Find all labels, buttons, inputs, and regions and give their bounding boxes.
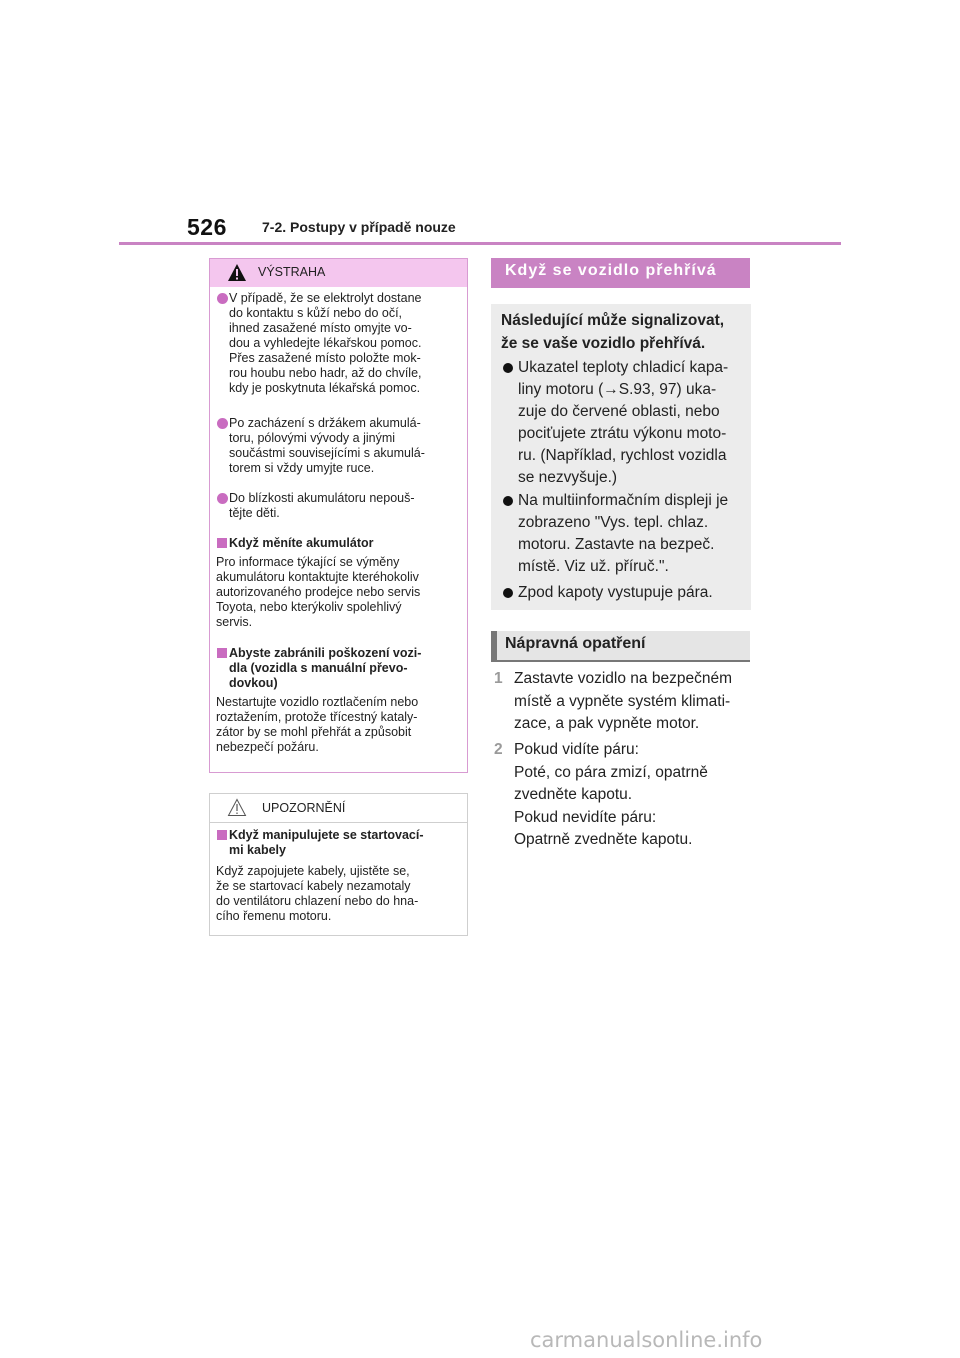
caution-header	[210, 794, 467, 823]
caution-triangle-icon	[227, 798, 247, 817]
remedy-header	[491, 631, 750, 662]
remedy-title: Nápravná opatření	[505, 635, 646, 652]
page-number: 526	[187, 214, 227, 240]
warning-paragraph: Nestartujte vozidlo roztlačením nebo roztažením, protože třícestný kataly- zátor by se mohl přehřát a způsobit nebezpečí požáru.	[216, 695, 419, 754]
overheat-intro: Následující může signalizovat, že se vaše vozidlo přehřívá.	[501, 312, 725, 352]
bullet-icon	[503, 496, 513, 506]
bullet-icon	[503, 363, 513, 373]
section-title: 7-2. Postupy v případě nouze	[262, 219, 456, 235]
overheat-signs-box: Následující může signalizovat, že se vaše vozidlo přehřívá. Ukazatel teploty chladicí kapa- liny motoru (→S.93, 97) uka- zuje do červené oblasti, nebo pociťujete ztrátu výkonu moto- ru. (Například, rychlost vozidla se nezvyšuje.) Na multiinformačním displeji je zobrazeno "Vys. tepl. chlaz. motoru. Zastavte na bezpeč. místě. Viz už. příruč.". Zpod kapoty vystupuje pára.	[491, 304, 751, 610]
watermark: carmanualsonline.info	[530, 1328, 763, 1352]
square-bullet-icon	[217, 648, 227, 658]
step-number: 1	[494, 670, 503, 687]
square-bullet-icon	[217, 830, 227, 840]
square-bullet-icon	[217, 538, 227, 548]
bullet-icon	[503, 588, 513, 598]
warning-header	[210, 259, 467, 287]
step-text: Pokud vidíte páru: Poté, co pára zmizí, opatrně zvedněte kapotu. Pokud nevidíte páru: Opatrně zvedněte kapotu.	[514, 741, 708, 848]
warning-box: VÝSTRAHA V případě, že se elektrolyt dostane do kontaktu s kůží nebo do očí, ihned zasažené místo omyjte vo- dou a vyhledejte lékařskou pomoc. Přes zasažené místo položte mok- rou houbu nebo hadr, až do chvíle, kdy je poskytnuta lékařská pomoc. Po zacházení s držákem akumulá- toru, pólovými vývody a jinými součástmi souvisejícími s akumulá- torem si vždy umyjte ruce. Do blízkosti akumulátoru nepouš- tějte děti. Když měníte akumulátor Pro informace týkající se výměny akumulátoru kontaktujte kteréhokoliv autorizovaného prodejce nebo servis Toyota, nebo kterýkoliv spolehlivý servis. Abyste zabránili poškození vozi- dla (vozidla s manuální převo- dovkou) Nestartujte vozidlo roztlačením nebo roztažením, protože třícestný kataly- zátor by se mohl přehřát a způsobit nebezpečí požáru.	[209, 258, 468, 773]
header-divider	[119, 242, 841, 245]
overheat-title: Když se vozidlo přehřívá	[505, 262, 717, 279]
bullet-icon	[217, 293, 228, 304]
bullet-icon	[217, 418, 228, 429]
caution-box: UPOZORNĚNÍ Když manipulujete se startovací- mi kabely Když zapojujete kabely, ujistěte se, že se startovací kabely nezamotaly do ventilátoru chlazení nebo do hna- cího řemenu motoru.	[209, 793, 468, 936]
warning-triangle-icon	[227, 263, 247, 282]
step-number: 2	[494, 741, 503, 758]
overheat-banner	[491, 258, 750, 288]
caution-title: UPOZORNĚNÍ	[262, 801, 346, 815]
caution-paragraph: Když zapojujete kabely, ujistěte se, že se startovací kabely nezamotaly do ventilátoru chlazení nebo do hna- cího řemenu motoru.	[216, 864, 419, 923]
step-text: Zastavte vozidlo na bezpečném místě a vypněte systém klimati- zace, a pak vypněte motor.	[514, 670, 732, 732]
bullet-icon	[217, 493, 228, 504]
warning-paragraph: Pro informace týkající se výměny akumulátoru kontaktujte kteréhokoliv autorizovaného prodejce nebo servis Toyota, nebo kterýkoliv spolehlivý servis.	[216, 555, 421, 629]
warning-title: VÝSTRAHA	[258, 265, 326, 279]
